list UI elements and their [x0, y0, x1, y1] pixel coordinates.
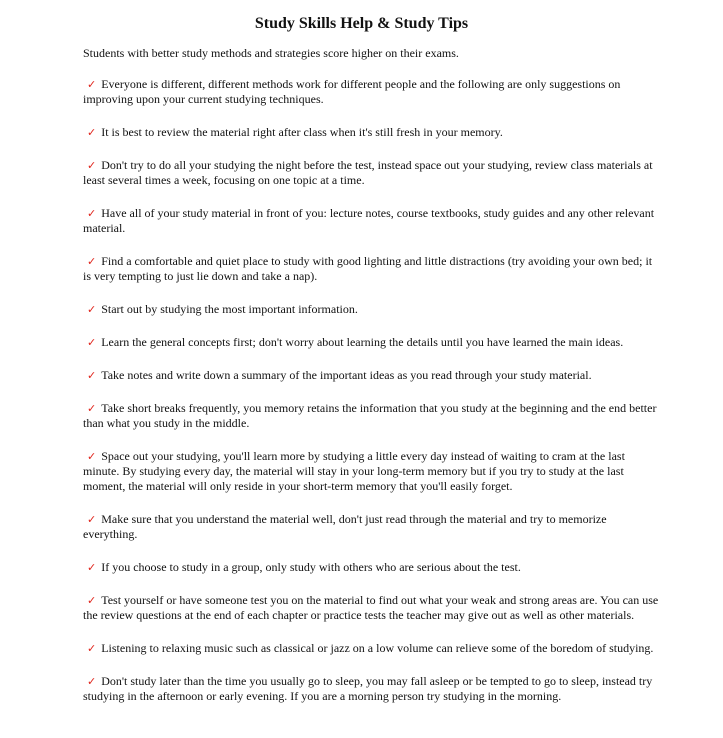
- tip-item: [83, 302, 663, 317]
- tip-item: [83, 254, 663, 284]
- tip-text: Listening to relaxing music such as classical or jazz on a low volume can relieve some of the boredom of studying.: [101, 641, 654, 655]
- checkmark-icon: ✓: [87, 369, 97, 382]
- tip-item: [83, 449, 663, 494]
- page-title: Study Skills Help & Study Tips: [254, 15, 469, 32]
- tip-text: Learn the general concepts first; don't worry about learning the details until you have learned the main ideas.: [101, 335, 624, 349]
- tip-item: [83, 335, 663, 350]
- tip-item: [83, 158, 663, 188]
- checkmark-icon: ✓: [87, 642, 97, 655]
- checkmark-icon: ✓: [87, 255, 97, 268]
- tip-text: Take notes and write down a summary of the important ideas as you read through your study material.: [101, 368, 592, 382]
- tip-item: [83, 560, 663, 575]
- tip-item: [83, 368, 663, 383]
- checkmark-icon: ✓: [87, 336, 97, 349]
- tip-text: Have all of your study material in front of you: lecture notes, course textbooks, study guides and any other relevant material.: [83, 206, 655, 235]
- tip-text: Don't study later than the time you usually go to sleep, you may fall asleep or be tempted to go to sleep, instead try studying in the afternoon or early evening. If you are a morning person try studying in the morning.: [83, 674, 653, 703]
- tip-item: [83, 77, 663, 107]
- tip-item: [83, 674, 663, 704]
- tip-text: Don't try to do all your studying the night before the test, instead space out your studying, review class materials at least several times a week, focusing on one topic at a time.: [83, 158, 653, 187]
- checkmark-icon: ✓: [87, 594, 97, 607]
- checkmark-icon: ✓: [87, 561, 97, 574]
- checkmark-icon: ✓: [87, 159, 97, 172]
- tip-text: Make sure that you understand the material well, don't just read through the material and try to memorize everything.: [83, 512, 607, 541]
- tip-item: [83, 512, 663, 542]
- checkmark-icon: ✓: [87, 675, 97, 688]
- checkmark-icon: ✓: [87, 303, 97, 316]
- checkmark-icon: ✓: [87, 513, 97, 526]
- checkmark-icon: ✓: [87, 450, 97, 463]
- tip-text: Test yourself or have someone test you on the material to find out what your weak and strong areas are. You can use the review questions at the end of each chapter or practice tests the teacher may give out as well as other materials.: [83, 593, 659, 622]
- checkmark-icon: ✓: [87, 78, 97, 91]
- tip-text: If you choose to study in a group, only study with others who are serious about the test.: [101, 560, 521, 574]
- tip-text: Start out by studying the most important information.: [101, 302, 358, 316]
- tips-list: [83, 77, 663, 704]
- tip-item: [83, 401, 663, 431]
- tip-item: [83, 206, 663, 236]
- tip-text: It is best to review the material right after class when it's still fresh in your memory.: [101, 125, 503, 139]
- intro-paragraph: Students with better study methods and strategies score higher on their exams.: [83, 46, 459, 60]
- tip-text: Find a comfortable and quiet place to study with good lighting and little distractions (try avoiding your own bed; it is very tempting to just lie down and take a nap).: [83, 254, 653, 283]
- tip-text: Everyone is different, different methods work for different people and the following are only suggestions on improving upon your current studying techniques.: [83, 77, 621, 106]
- checkmark-icon: ✓: [87, 126, 97, 139]
- tip-item: [83, 641, 663, 656]
- tip-text: Take short breaks frequently, you memory retains the information that you study at the beginning and the end better than what you study in the middle.: [83, 401, 657, 430]
- checkmark-icon: ✓: [87, 402, 97, 415]
- tip-text: Space out your studying, you'll learn more by studying a little every day instead of waiting to cram at the last minute. By studying every day, the material will stay in your long-term memory but if you try to study at the last moment, the material will only reside in your short-term memory that you'll easily forget.: [83, 449, 625, 493]
- tip-item: [83, 593, 663, 623]
- tip-item: [83, 125, 663, 140]
- checkmark-icon: ✓: [87, 207, 97, 220]
